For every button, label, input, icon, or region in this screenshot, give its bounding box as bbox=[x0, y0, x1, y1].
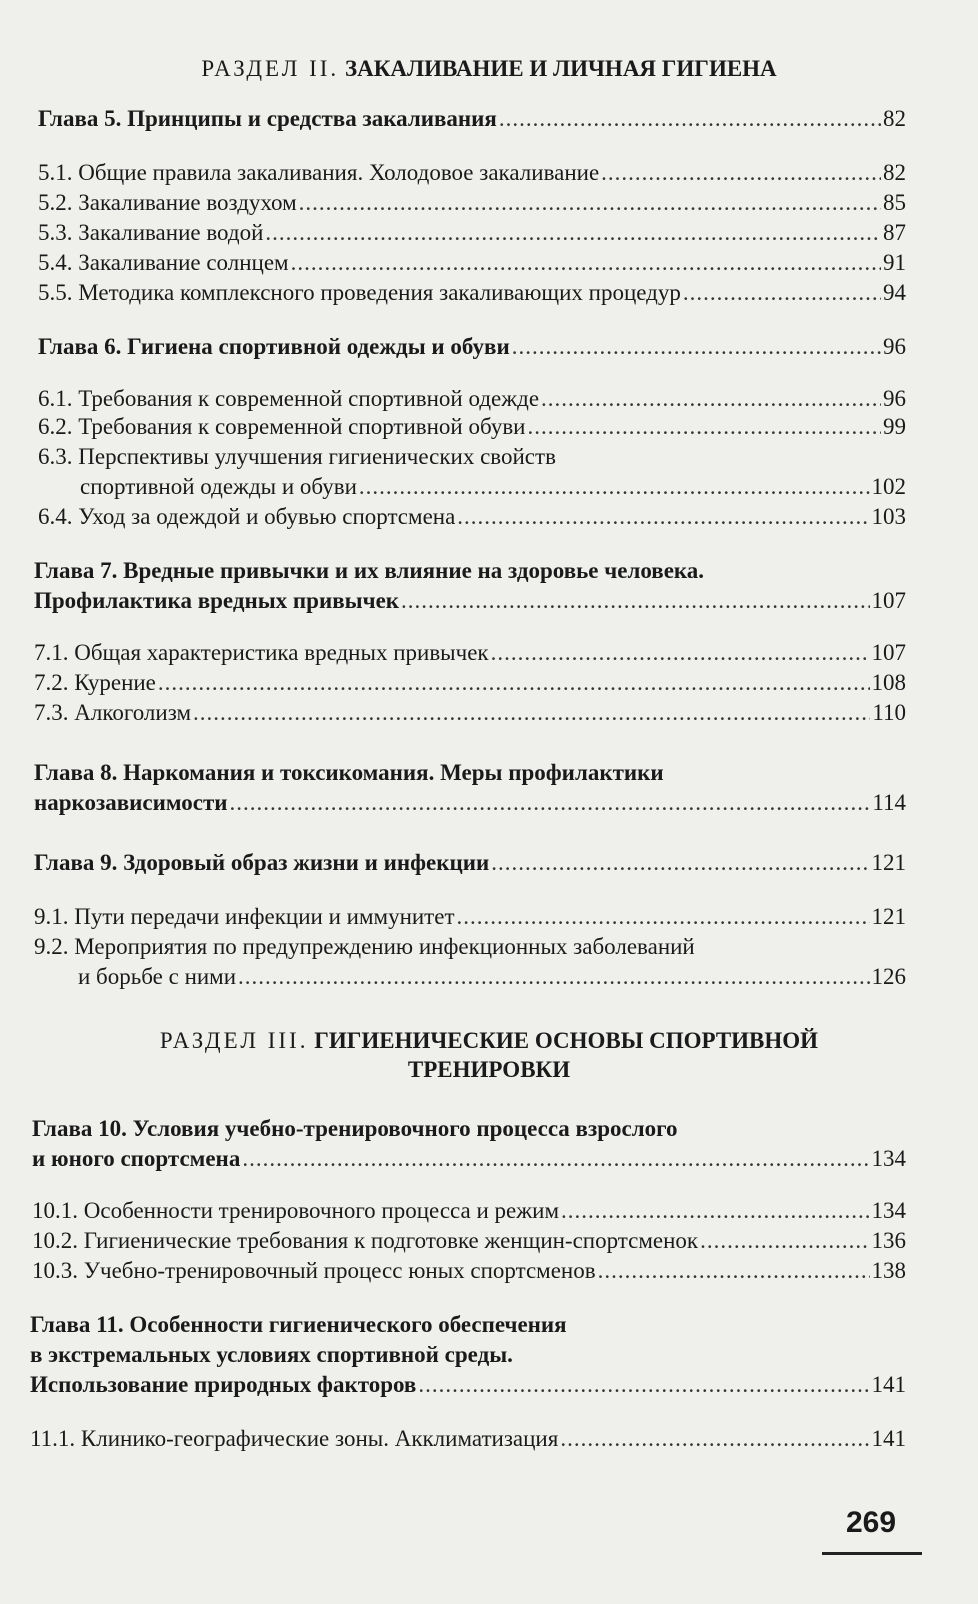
toc-entry-6-4[interactable]: 6.4. Уход за одеждой и обувью спортсмена ..... 103 bbox=[38, 502, 906, 532]
section-label: РАЗДЕЛ II. bbox=[201, 56, 340, 81]
toc-entry-10-3[interactable]: 10.3. Учебно-тренировочный процесс юных спортсменов ..... 138 bbox=[32, 1256, 906, 1286]
toc-entry-9-2[interactable]: и борьбе с ними ..... 126 bbox=[78, 962, 906, 992]
section-title: ЗАКАЛИВАНИЕ И ЛИЧНАЯ ГИГИЕНА bbox=[344, 56, 777, 81]
toc-entry-9-1[interactable]: 9.1. Пути передачи инфекции и иммунитет ..... 121 bbox=[34, 902, 906, 932]
toc-entry-chapter-8-line1: Глава 8. Наркомания и токсикомания. Меры профилактики bbox=[34, 760, 664, 785]
toc-entry-6-2[interactable]: 6.2. Требования к современной спортивной обуви ..... 99 bbox=[38, 412, 906, 442]
toc-entry-chapter-10[interactable]: и юного спортсмена ..... 134 bbox=[32, 1144, 906, 1174]
section-title-line2: ТРЕНИРОВКИ bbox=[407, 1057, 571, 1082]
toc-entry-chapter-6[interactable]: Глава 6. Гигиена спортивной одежды и обуви ..... 96 bbox=[38, 332, 906, 362]
section-3-heading bbox=[20, 1026, 958, 1084]
toc-entry-chapter-11-line2: в экстремальных условиях спортивной среды. bbox=[30, 1342, 513, 1367]
toc-entry-chapter-11[interactable]: Использование природных факторов ..... 141 bbox=[30, 1370, 906, 1400]
toc-entry-chapter-8[interactable]: наркозависимости ..... 114 bbox=[34, 788, 906, 818]
toc-entry-9-2-line1: 9.2. Мероприятия по предупреждению инфекционных заболеваний bbox=[34, 934, 695, 959]
toc-entry-7-1[interactable]: 7.1. Общая характеристика вредных привычек ..... 107 bbox=[34, 638, 906, 668]
toc-entry-chapter-7[interactable]: Профилактика вредных привычек ..... 107 bbox=[34, 586, 906, 616]
toc-entry-10-2[interactable]: 10.2. Гигиенические требования к подготовке женщин-спортсменок ..... 136 bbox=[32, 1226, 906, 1256]
toc-entry-6-3-line1: 6.3. Перспективы улучшения гигиенических свойств bbox=[38, 444, 556, 469]
toc-entry-chapter-11-line1: Глава 11. Особенности гигиенического обеспечения bbox=[30, 1312, 567, 1337]
toc-entry-chapter-10-line1: Глава 10. Условия учебно-тренировочного процесса взрослого bbox=[32, 1116, 678, 1141]
toc-entry-7-2[interactable]: 7.2. Курение ..... 108 bbox=[34, 668, 906, 698]
section-label: РАЗДЕЛ III. bbox=[159, 1028, 309, 1053]
toc-entry-5-1[interactable]: 5.1. Общие правила закаливания. Холодовое закаливание ..... 82 bbox=[38, 158, 906, 188]
toc-entry-6-1[interactable]: 6.1. Требования к современной спортивной одежде ..... 96 bbox=[38, 384, 906, 414]
toc-entry-11-1[interactable]: 11.1. Клинико-географические зоны. Акклиматизация ..... 141 bbox=[30, 1424, 906, 1454]
section-2-heading bbox=[0, 54, 978, 83]
toc-entry-chapter-9[interactable]: Глава 9. Здоровый образ жизни и инфекции ..... 121 bbox=[34, 848, 906, 878]
toc-entry-5-4[interactable]: 5.4. Закаливание солнцем ..... 91 bbox=[38, 248, 906, 278]
page-number: 269 bbox=[846, 1506, 897, 1539]
toc-entry-5-2[interactable]: 5.2. Закаливание воздухом ..... 85 bbox=[38, 188, 906, 218]
section-title-line1: ГИГИЕНИЧЕСКИЕ ОСНОВЫ СПОРТИВНОЙ bbox=[314, 1028, 819, 1053]
toc-entry-7-3[interactable]: 7.3. Алкоголизм ..... 110 bbox=[34, 698, 906, 728]
toc-entry-6-3[interactable]: спортивной одежды и обуви ..... 102 bbox=[80, 472, 906, 502]
toc-entry-chapter-7-line1: Глава 7. Вредные привычки и их влияние на здоровье человека. bbox=[34, 558, 705, 583]
toc-entry-10-1[interactable]: 10.1. Особенности тренировочного процесса и режим ..... 134 bbox=[32, 1196, 906, 1226]
page-number-rule bbox=[822, 1552, 922, 1555]
toc-entry-chapter-5[interactable]: Глава 5. Принципы и средства закаливания ..... 82 bbox=[38, 104, 906, 134]
toc-entry-5-5[interactable]: 5.5. Методика комплексного проведения закаливающих процедур ..... 94 bbox=[38, 278, 906, 308]
toc-entry-5-3[interactable]: 5.3. Закаливание водой ..... 87 bbox=[38, 218, 906, 248]
